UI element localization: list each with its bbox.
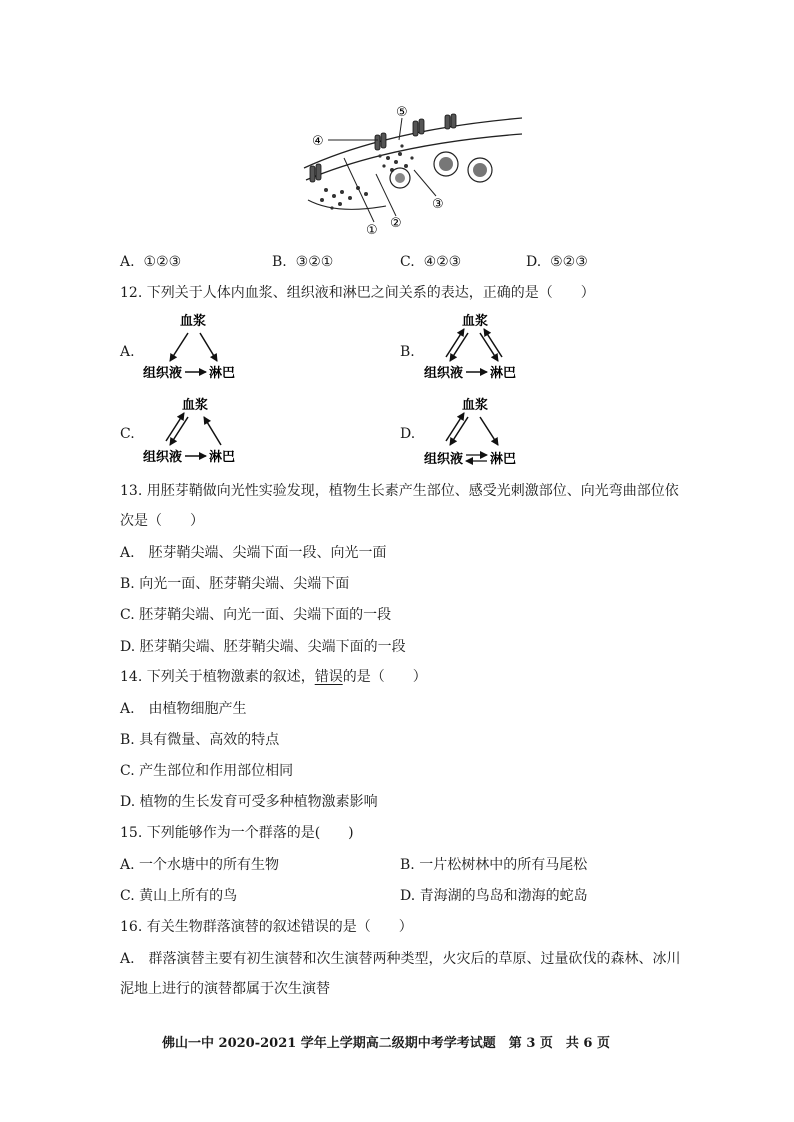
q15-option-a: A. 一个水塘中的所有生物 [120,857,280,873]
q16-option-a-line1: A. 群落演替主要有初生演替和次生演替两种类型，火灾后的草原、过量砍伐的森林、冰川 [120,951,681,967]
q12-option-d-letter: D. [400,426,416,442]
q12-option-c-letter: C. [120,426,135,442]
q13-option-c: C. 胚芽鞘尖端、向光一面、尖端下面的一段 [120,607,392,623]
blood-cell-3 [468,158,492,182]
diagram-d [424,397,516,467]
q11-option-a: A. ①②③ [120,254,182,270]
q13-stem-line1: 13. 用胚芽鞘做向光性实验发现，植物生长素产生部位、感受光刺激部位、向光弯曲部位依 [120,483,679,499]
plasma-label: 血浆 [462,398,489,413]
q14-option-c: C. 产生部位和作用部位相同 [120,763,294,779]
plasma-label: 血浆 [180,314,207,329]
q16-stem: 16. 有关生物群落演替的叙述错误的是（ ） [120,919,413,935]
emphasis-wrong: 错误 [314,669,343,685]
lymph-label: 淋巴 [209,450,236,465]
tissue-fluid-label: 组织液 [143,450,183,465]
label-1: ① [366,223,378,236]
q15-option-c: C. 黄山上所有的鸟 [120,888,238,904]
lymph-label: 淋巴 [209,366,236,381]
q12-diagrams [0,305,794,475]
q11-option-c: C. ④②③ [400,254,462,270]
label-5: ⑤ [396,105,408,120]
channel-protein-3 [413,119,424,136]
lymph-label: 淋巴 [490,452,517,467]
q14-option-d: D. 植物的生长发育可受多种植物激素影响 [120,794,378,810]
q12-stem: 12. 下列关于人体内血浆、组织液和淋巴之间关系的表达，正确的是（ ） [120,285,595,301]
q13-option-a: A. 胚芽鞘尖端、尖端下面一段、向光一面 [120,545,387,561]
q14-option-b: B. 具有微量、高效的特点 [120,732,280,748]
blood-cell-1 [390,168,410,188]
q13-option-d: D. 胚芽鞘尖端、胚芽鞘尖端、尖端下面的一段 [120,639,406,655]
q15-option-b: B. 一片松树林中的所有马尾松 [400,857,588,873]
diagram-b [424,313,516,381]
membrane-diagram [296,100,528,236]
q16-option-a-line2: 泥地上进行的演替都属于次生演替 [120,981,330,997]
q11-option-d: D. ⑤②③ [526,254,588,270]
tissue-fluid-label: 组织液 [424,452,464,467]
label-2: ② [390,216,402,231]
page-footer: 佛山一中 2020-2021 学年上学期高二级期中考学考试题 第 3 页 共 6 页 [162,1036,611,1051]
tissue-fluid-label: 组织液 [424,366,464,381]
diagram-a [143,313,235,381]
q13-option-b: B. 向光一面、胚芽鞘尖端、尖端下面 [120,576,350,592]
blood-cell-2 [434,152,458,176]
q11-option-b: B. ③②① [272,254,334,270]
q15-option-d: D. 青海湖的鸟岛和渤海的蛇岛 [400,888,588,904]
label-3: ③ [432,197,444,212]
diagram-c [143,397,235,465]
plasma-label: 血浆 [462,314,489,329]
plasma-label: 血浆 [182,398,209,413]
tissue-fluid-label: 组织液 [143,366,183,381]
q14-stem: 14. 下列关于植物激素的叙述，错误的是（ ） [120,669,427,685]
q13-stem-line2: 次是（ ） [120,513,204,529]
label-4: ④ [312,134,324,149]
q12-option-b-letter: B. [400,344,415,360]
channel-protein-1 [310,164,321,182]
lymph-label: 淋巴 [490,366,517,381]
q14-option-a: A. 由植物细胞产生 [120,701,247,717]
q15-stem: 15. 下列能够作为一个群落的是( ) [120,825,354,841]
q12-option-a-letter: A. [120,344,135,360]
